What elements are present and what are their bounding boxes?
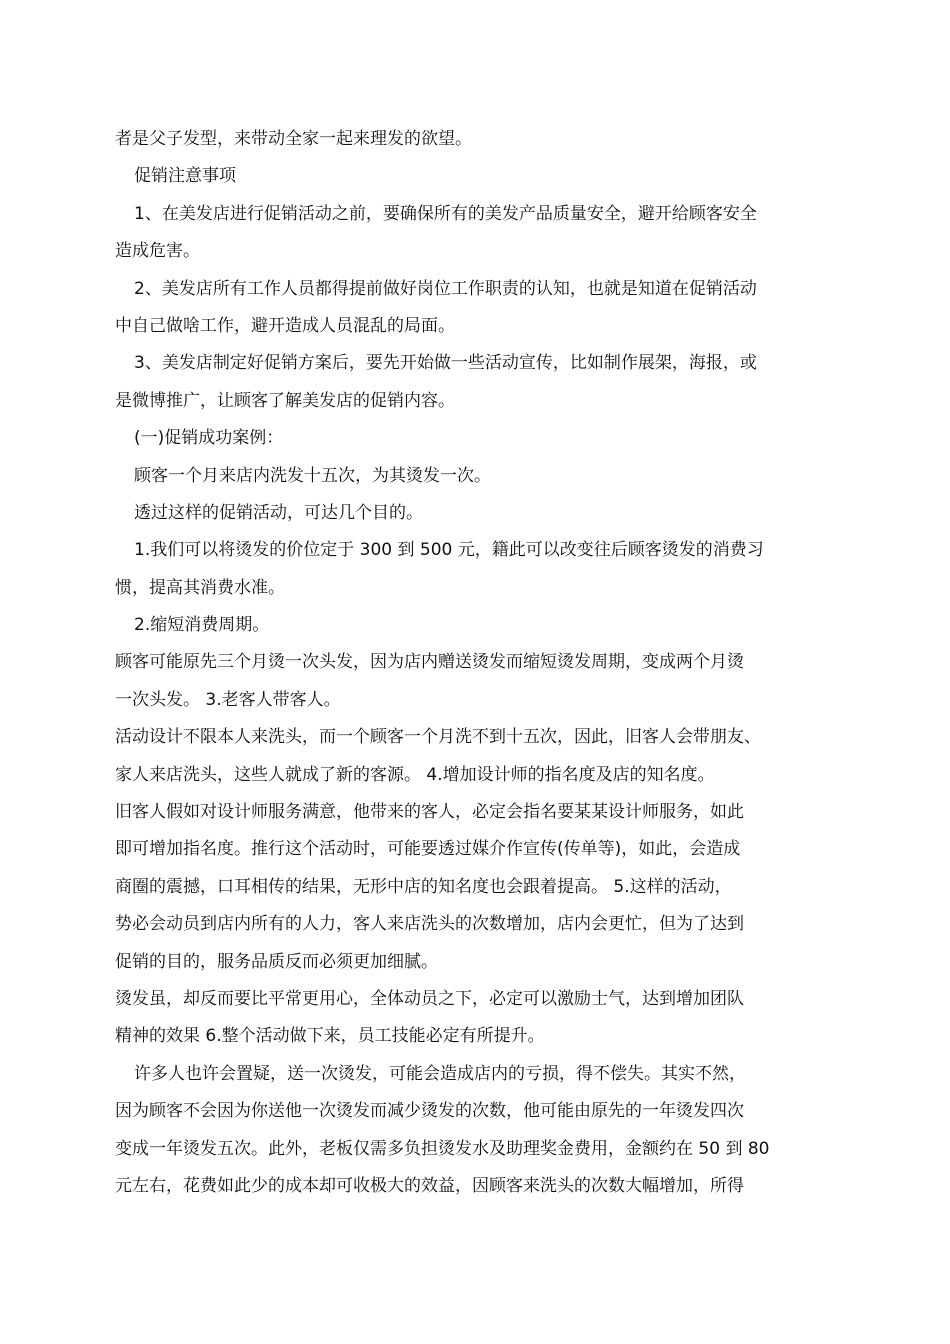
text-line: 2.缩短消费周期。 (134, 615, 270, 636)
text-line: (一)促销成功案例： (134, 428, 284, 449)
text-line: 2、美发店所有工作人员都得提前做好岗位工作职责的认知，也就是知道在促销活动 (134, 278, 757, 299)
text-line: 即可增加指名度。推行这个活动时，可能要透过媒介作宣传(传单等)，如此，会造成 (115, 839, 741, 860)
text-line: 1.我们可以将烫发的价位定于 300 到 500 元，籍此可以改变往后顾客烫发的消费习 (134, 540, 764, 561)
text-line: 许多人也许会置疑，送一次烫发，可能会造成店内的亏损，得不偿失。其实不然， (134, 1063, 746, 1084)
text-line: 者是父子发型，来带动全家一起来理发的欲望。 (115, 129, 472, 149)
text-line: 惯，提高其消费水准。 (115, 577, 285, 598)
text-line: 顾客一个月来店内洗发十五次，为其烫发一次。 (134, 465, 491, 486)
text-line: 3、美发店制定好促销方案后，要先开始做一些活动宣传，比如制作展架，海报，或 (134, 353, 757, 374)
document-body (115, 121, 837, 1205)
text-line: 元左右，花费如此少的成本却可收极大的效益，因顾客来洗头的次数大幅增加，所得 (115, 1175, 744, 1196)
text-line: 烫发虽，却反而要比平常更用心，全体动员之下，必定可以激励士气，达到增加团队 (115, 988, 744, 1009)
text-line: 顾客可能原先三个月烫一次头发，因为店内赠送烫发而缩短烫发周期，变成两个月烫 (115, 652, 744, 673)
text-line: 促销注意事项 (134, 166, 236, 187)
text-line: 透过这样的促销活动，可达几个目的。 (134, 502, 423, 523)
text-line: 势必会动员到店内所有的人力，客人来店洗头的次数增加，店内会更忙，但为了达到 (115, 914, 744, 935)
text-line: 商圈的震撼，口耳相传的结果，无形中店的知名度也会跟着提高。 5.这样的活动， (115, 876, 732, 897)
text-line: 活动设计不限本人来洗头，而一个顾客一个月洗不到十五次，因此，旧客人会带朋友、 (115, 727, 761, 748)
text-line: 1、在美发店进行促销活动之前，要确保所有的美发产品质量安全，避开给顾客安全 (134, 203, 757, 224)
text-line: 促销的目的，服务品质反而必须更加细腻。 (115, 951, 438, 972)
text-line: 旧客人假如对设计师服务满意，他带来的客人，必定会指名要某某设计师服务，如此 (115, 802, 744, 823)
text-line: 家人来店洗头，这些人就成了新的客源。 4.增加设计师的指名度及店的知名度。 (115, 764, 715, 785)
text-line: 因为顾客不会因为你送他一次烫发而减少烫发的次数，他可能由原先的一年烫发四次 (115, 1101, 744, 1122)
text-line: 是微博推广，让顾客了解美发店的促销内容。 (115, 390, 455, 411)
text-line: 精神的效果 6.整个活动做下来，员工技能必定有所提升。 (115, 1026, 545, 1047)
text-line: 造成危害。 (115, 241, 200, 262)
text-line: 变成一年烫发五次。此外，老板仅需多负担烫发水及助理奖金费用，金额约在 50 到 80 (115, 1138, 770, 1159)
text-line: 一次头发。 3.老客人带客人。 (115, 689, 341, 710)
text-line: 中自己做啥工作，避开造成人员混乱的局面。 (115, 315, 455, 336)
